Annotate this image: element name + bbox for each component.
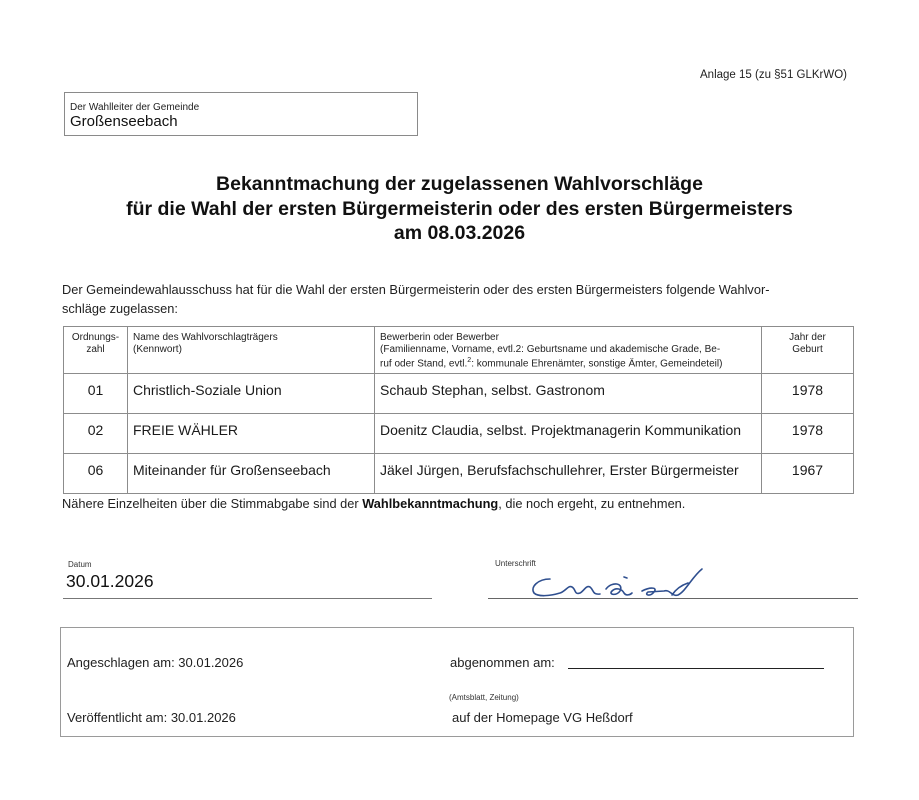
date-value: 30.01.2026 (66, 571, 154, 591)
signature-label: Unterschrift (495, 559, 536, 568)
table-row (64, 453, 854, 493)
cell-order-number: 01 (64, 373, 128, 413)
header-order-number (64, 327, 128, 374)
table-row (64, 413, 854, 453)
header-text: Ordnungs- (71, 332, 120, 343)
intro-line-2: schläge zugelassen: (62, 301, 178, 316)
cell-order-number: 02 (64, 413, 128, 453)
cell-order-number: 06 (64, 453, 128, 493)
title-line-3: am 08.03.2026 (393, 222, 526, 244)
header-candidate (375, 327, 762, 374)
cell-party: Christlich-Soziale Union (128, 373, 375, 413)
note-text: , die noch ergeht, zu entnehmen. (498, 496, 686, 511)
cell-birth-year: 1978 (762, 413, 854, 453)
table-row (64, 373, 854, 413)
voting-details-note (62, 496, 685, 511)
header-text-part: : kommunale Ehrenämter, sonstige Ämter, Gemeindeteil) (471, 358, 723, 370)
cell-candidate: Doenitz Claudia, selbst. Projektmanagerin Kommunikation (375, 413, 762, 453)
annex-reference: Anlage 15 (zu §51 GLKrWO) (700, 69, 848, 81)
header-text: zahl (86, 343, 105, 355)
date-underline (63, 598, 432, 599)
header-text: (Familienname, Vorname, evtl.2: Geburtsname und akademische Grade, Be- (380, 343, 721, 355)
header-text: Geburt (792, 343, 823, 355)
header-text (380, 355, 756, 370)
header-text: Name des Wahlvorschlagträgers (133, 332, 278, 343)
date-label: Datum (68, 560, 92, 569)
header-birth-year (762, 327, 854, 374)
title-line-2: für die Wahl der ersten Bürgermeisterin oder des ersten Bürgermeisters (126, 197, 793, 220)
table-header-row (64, 327, 854, 374)
election-official-box (64, 92, 418, 136)
posted-on-text: Angeschlagen am: 30.01.2026 (67, 655, 244, 670)
published-on-text: Veröffentlicht am: 30.01.2026 (67, 710, 236, 725)
publication-medium-value: auf der Homepage VG Heßdorf (452, 710, 633, 725)
removed-on-blank-line (568, 668, 824, 669)
intro-line-1: Der Gemeindewahlausschuss hat für die Wahl der ersten Bürgermeisterin oder des ersten Bürgermeisters folgende Wahlvor- (62, 282, 770, 297)
municipality-name: Großenseebach (70, 113, 178, 130)
publication-medium-label: (Amtsblatt, Zeitung) (449, 693, 519, 702)
header-text-part: ruf oder Stand, evtl. (380, 358, 468, 370)
intro-paragraph (62, 280, 862, 318)
header-text: Bewerberin oder Bewerber (380, 332, 499, 343)
note-emphasis: Wahlbekanntmachung (362, 496, 499, 511)
title-line-1: Bekanntmachung der zugelassenen Wahlvorschläge (216, 173, 703, 195)
cell-birth-year: 1967 (762, 453, 854, 493)
header-text: Jahr der (789, 332, 826, 343)
cell-candidate: Schaub Stephan, selbst. Gastronom (375, 373, 762, 413)
document-title (0, 172, 919, 246)
note-text: Nähere Einzelheiten über die Stimmabgabe sind der (62, 496, 363, 511)
cell-candidate: Jäkel Jürgen, Berufsfachschullehrer, Erster Bürgermeister (375, 453, 762, 493)
header-party-name (128, 327, 375, 374)
header-text: (Kennwort) (133, 343, 182, 355)
election-proposals-table (63, 326, 854, 494)
signature-underline (488, 598, 858, 599)
cell-party: Miteinander für Großenseebach (128, 453, 375, 493)
footnote-marker: 2 (467, 357, 472, 364)
removed-on-label: abgenommen am: (450, 655, 555, 670)
cell-birth-year: 1978 (762, 373, 854, 413)
election-official-label: Der Wahlleiter der Gemeinde (70, 102, 200, 113)
handwritten-signature (520, 565, 740, 605)
cell-party: FREIE WÄHLER (128, 413, 375, 453)
